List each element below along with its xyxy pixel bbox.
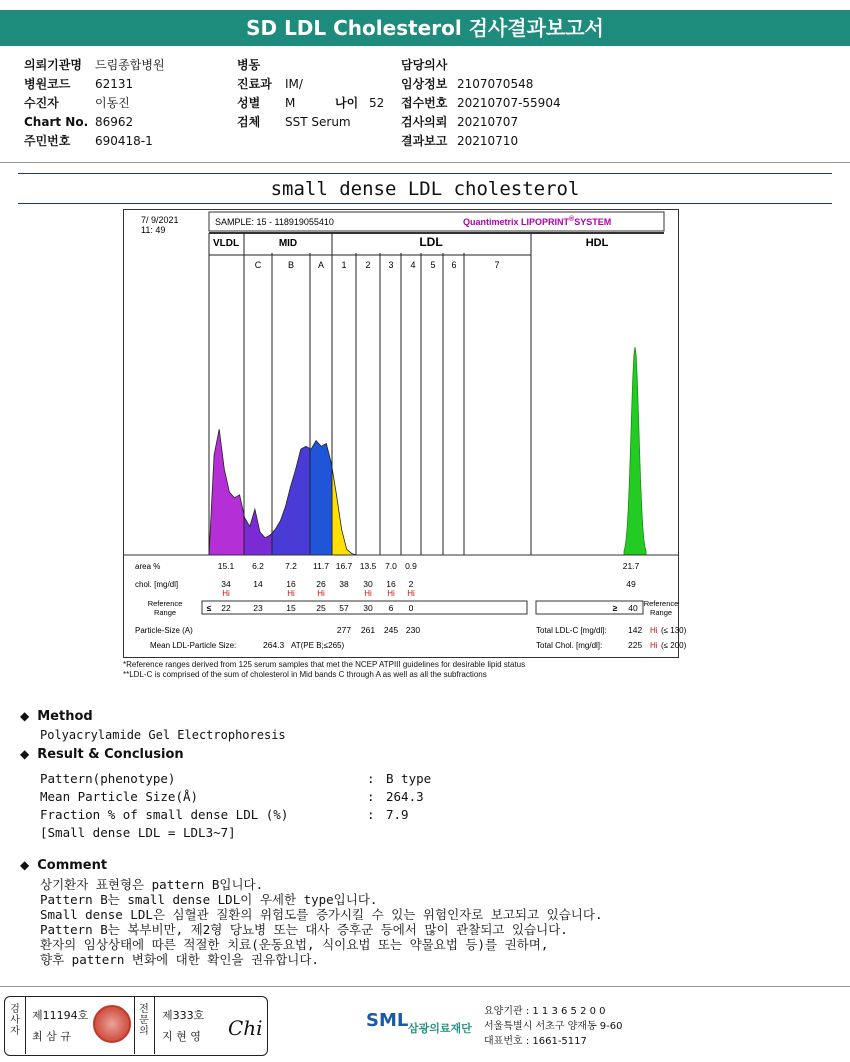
info-row — [24, 113, 165, 132]
chol-value: 16 — [286, 579, 296, 589]
info-value: M — [285, 96, 296, 110]
total-chol-flag: Hi — [650, 641, 658, 650]
total-ldl-label: Total LDL-C [mg/dl]: — [536, 626, 607, 635]
specialist-name: 지 현 영 — [162, 1030, 201, 1043]
org-name: 삼광의료재단 — [408, 1022, 472, 1035]
info-row — [401, 94, 561, 113]
ref-value: 30 — [363, 603, 373, 613]
examiner-label-char: 사 — [10, 1015, 20, 1026]
hi-flag: Hi — [287, 589, 295, 598]
chart-date: 7/ 9/2021 — [141, 215, 179, 225]
comment-line: Small dense LDL은 심혈관 질환의 위험도를 증가시킬 수 있는 위험인자로 보고되고 있습니다. — [40, 907, 603, 922]
total-ldl-limit: (≤ 130) — [661, 626, 687, 635]
band-label: B — [287, 260, 295, 270]
ref-value: 23 — [253, 603, 263, 613]
comment-line: 상기환자 표현형은 pattern B입니다. — [40, 877, 264, 892]
system-name-text: Quantimetrix LIPOPRINT — [463, 217, 570, 227]
hi-flag: Hi — [222, 589, 230, 598]
result-note: [Small dense LDL = LDL3~7] — [40, 825, 236, 840]
specialist-no: 제333호 — [162, 1009, 205, 1022]
chol-value: 49 — [626, 579, 636, 589]
comment-line: 환자의 임상상태에 따른 적절한 치료(운동요법, 식이요법 또는 약물요법 등)를 권하며, — [40, 937, 549, 952]
info-label: 병원코드 — [24, 77, 71, 91]
comment-heading-text: Comment — [37, 858, 108, 873]
org-info-line: 요양기관 : 1 1 3 6 5 2 0 0 — [484, 1006, 606, 1017]
divider — [0, 986, 850, 987]
report-header — [0, 10, 850, 46]
ref-value: 15 — [286, 603, 296, 613]
info-label: 검사의뢰 — [401, 115, 448, 129]
info-col2 — [237, 56, 384, 132]
info-row — [401, 132, 561, 151]
chol-value: 26 — [316, 579, 326, 589]
info-value: 드림종합병원 — [95, 58, 165, 72]
band-label: 2 — [365, 260, 371, 270]
divider — [18, 203, 832, 204]
ref-value: 6 — [388, 603, 394, 613]
particle-value: 277 — [336, 625, 352, 635]
info-row — [237, 113, 384, 132]
info-label: 주민번호 — [24, 134, 71, 148]
info-label: 접수번호 — [401, 96, 448, 110]
chol-value: 38 — [339, 579, 349, 589]
info-label: Chart No. — [24, 115, 89, 129]
chol-value: 30 — [363, 579, 373, 589]
chol-value: 16 — [386, 579, 396, 589]
info-value: 62131 — [95, 77, 134, 91]
band-label: C — [254, 260, 262, 270]
info-label: 검체 — [237, 115, 261, 129]
band-label: 6 — [451, 260, 457, 270]
ref-ge: ≥ — [612, 603, 618, 613]
examiner-label — [8, 1004, 22, 1037]
info-row — [24, 94, 165, 113]
info-value: 20210707 — [457, 115, 519, 129]
band-label: 1 — [341, 260, 347, 270]
area-value: 7.2 — [285, 561, 297, 571]
row-label-mean: Mean LDL-Particle Size: — [150, 641, 237, 650]
sml-logo: SML — [366, 1010, 409, 1031]
result-label: Pattern(phenotype) — [40, 771, 176, 786]
area-value: 11.7 — [313, 561, 329, 571]
age-label: 나이 — [335, 96, 359, 110]
info-row — [237, 94, 384, 113]
result-sep: : — [367, 807, 375, 822]
info-row — [24, 132, 165, 151]
examiner-label-char: 자 — [10, 1026, 20, 1037]
info-label: 임상정보 — [401, 77, 448, 91]
system-suffix: SYSTEM — [574, 217, 612, 227]
info-value: 이동진 — [95, 96, 130, 110]
total-chol-label: Total Chol. [mg/dl]: — [536, 641, 603, 650]
info-label: 수진자 — [24, 96, 59, 110]
info-value: IM/ — [285, 77, 303, 91]
hi-flag: Hi — [387, 589, 395, 598]
hi-flag: Hi — [317, 589, 325, 598]
signature: Chi — [228, 1016, 263, 1040]
ref-right-label: Reference — [643, 599, 679, 608]
sample-id: SAMPLE: 15 - 118919055410 — [215, 217, 334, 227]
info-label: 결과보고 — [401, 134, 448, 148]
lipoprint-chart — [123, 209, 687, 658]
result-sep: : — [367, 789, 375, 804]
ref-le: ≤ — [206, 603, 212, 613]
cell-divider — [134, 997, 135, 1054]
row-label-area: area % — [135, 562, 161, 571]
specialist-label — [137, 1004, 151, 1037]
info-value: 20210707-55904 — [457, 96, 561, 110]
diamond-icon: ◆ — [20, 858, 30, 872]
org-info-line: 서울특별시 서초구 양재동 9-60 — [484, 1021, 623, 1032]
area-value: 13.5 — [359, 561, 377, 571]
report-title: small dense LDL cholesterol — [270, 178, 580, 200]
group-label-vldl: VLDL — [212, 238, 240, 249]
divider — [0, 162, 850, 163]
group-label-ldl: LDL — [419, 235, 443, 249]
result-heading-text: Result & Conclusion — [37, 747, 184, 762]
band-label: 5 — [430, 260, 436, 270]
age-value: 52 — [369, 96, 385, 110]
hi-flag: Hi — [364, 589, 372, 598]
info-value: 20210710 — [457, 134, 519, 148]
comment-line: 향후 pattern 변화에 대한 확인을 권유합니다. — [40, 952, 319, 967]
band-label: 3 — [388, 260, 394, 270]
info-row — [24, 56, 165, 75]
info-value: 2107070548 — [457, 77, 534, 91]
seal-stamp-icon — [93, 1005, 131, 1043]
report-header-title: SD LDL Cholesterol 검사결과보고서 — [246, 16, 604, 40]
info-label: 병동 — [237, 58, 261, 72]
result-label: Mean Particle Size(Å) — [40, 789, 199, 804]
divider — [18, 173, 832, 174]
chol-value: 34 — [221, 579, 231, 589]
info-value: SST Serum — [285, 115, 351, 129]
total-ldl-flag: Hi — [650, 626, 658, 635]
result-sep: : — [367, 771, 375, 786]
comment-body — [40, 877, 602, 967]
row-label-ref: Range — [153, 608, 177, 617]
info-label: 진료과 — [237, 77, 272, 91]
row-label-chol: chol. [mg/dl] — [135, 580, 179, 589]
band-label: 4 — [410, 260, 416, 270]
band-label: 7 — [494, 260, 500, 270]
chol-value: 14 — [253, 579, 263, 589]
ref-value: 0 — [408, 603, 414, 613]
footnote-line: *Reference ranges derived from 125 serum samples that met the NCEP ATPIII guidelines for desirable lipid status — [123, 660, 526, 669]
footnote-line: **LDL-C is comprised of the sum of cholesterol in Mid bands C through A as well as all the subfractions — [123, 670, 487, 679]
result-value: 264.3 — [386, 789, 424, 804]
system-mark: ® — [569, 216, 575, 223]
chol-value: 2 — [408, 579, 414, 589]
info-row — [237, 56, 384, 75]
area-value: 16.7 — [335, 561, 353, 571]
total-chol-value: 225 — [628, 640, 643, 650]
specialist-label-char: 문 — [139, 1015, 149, 1026]
total-chol-limit: (≤ 200) — [661, 641, 687, 650]
method-text: Polyacrylamide Gel Electrophoresis — [40, 728, 286, 742]
ref-value: 25 — [316, 603, 326, 613]
specialist-label-char: 의 — [139, 1026, 149, 1037]
particle-value: 261 — [360, 625, 376, 635]
info-row — [401, 113, 561, 132]
info-col3 — [401, 56, 561, 151]
area-value: 15.1 — [217, 561, 235, 571]
group-label-hdl: HDL — [585, 237, 609, 249]
band-label: A — [317, 260, 325, 270]
mean-size-value: 264.3 — [263, 640, 285, 650]
particle-value: 230 — [405, 625, 421, 635]
ref-value-hdl: 40 — [628, 603, 638, 613]
info-col1 — [24, 56, 165, 151]
examiner-label-char: 검 — [10, 1004, 20, 1015]
chart-time: 11: 49 — [141, 225, 166, 235]
specialist-label-char: 전 — [139, 1004, 149, 1015]
examiner-no: 제11194호 — [32, 1009, 89, 1022]
info-value: 86962 — [95, 115, 134, 129]
footnotes — [123, 660, 525, 680]
ref-right-label: Range — [649, 608, 673, 617]
result-value: B type — [386, 771, 432, 786]
result-value: 7.9 — [386, 807, 409, 822]
info-label: 성별 — [237, 96, 261, 110]
ref-value: 57 — [339, 603, 349, 613]
cell-divider — [25, 997, 26, 1054]
org-info-line: 대표번호 : 1661-5117 — [484, 1036, 587, 1047]
row-label-ref: Reference — [147, 599, 183, 608]
area-value: 7.0 — [385, 561, 397, 571]
row-label-particle: Particle-Size (A) — [135, 626, 193, 635]
info-label: 의뢰기관명 — [24, 58, 82, 72]
area-value: 21.7 — [622, 561, 640, 571]
result-label: Fraction % of small dense LDL (%) — [40, 807, 289, 822]
info-row — [401, 75, 561, 94]
info-label: 담당의사 — [401, 58, 448, 72]
diamond-icon: ◆ — [20, 709, 30, 723]
method-heading-text: Method — [37, 709, 93, 724]
mean-size-type: AT(PE B;≤265) — [291, 641, 345, 650]
comment-heading — [20, 858, 107, 873]
chart-svg — [123, 209, 687, 658]
diamond-icon: ◆ — [20, 747, 30, 761]
comment-line: Pattern B는 복부비만, 제2형 당뇨병 또는 대사 증후군 등에서 많이 관찰되고 있습니다. — [40, 922, 568, 937]
comment-line: Pattern B는 small dense LDL이 우세한 type입니다. — [40, 892, 378, 907]
ref-value: 22 — [221, 603, 231, 613]
info-row — [401, 56, 561, 75]
org-info — [484, 1004, 623, 1049]
cell-divider — [154, 997, 155, 1054]
hi-flag: Hi — [407, 589, 415, 598]
method-heading — [20, 709, 93, 724]
result-heading — [20, 747, 184, 762]
area-value: 0.9 — [405, 561, 417, 571]
info-row — [24, 75, 165, 94]
info-row — [237, 75, 384, 94]
particle-value: 245 — [383, 625, 399, 635]
total-ldl-value: 142 — [628, 625, 643, 635]
group-label-mid: MID — [278, 238, 298, 249]
examiner-name: 최 삼 규 — [32, 1030, 71, 1043]
area-value: 6.2 — [252, 561, 264, 571]
info-value: 690418-1 — [95, 134, 153, 148]
system-name — [463, 215, 611, 227]
